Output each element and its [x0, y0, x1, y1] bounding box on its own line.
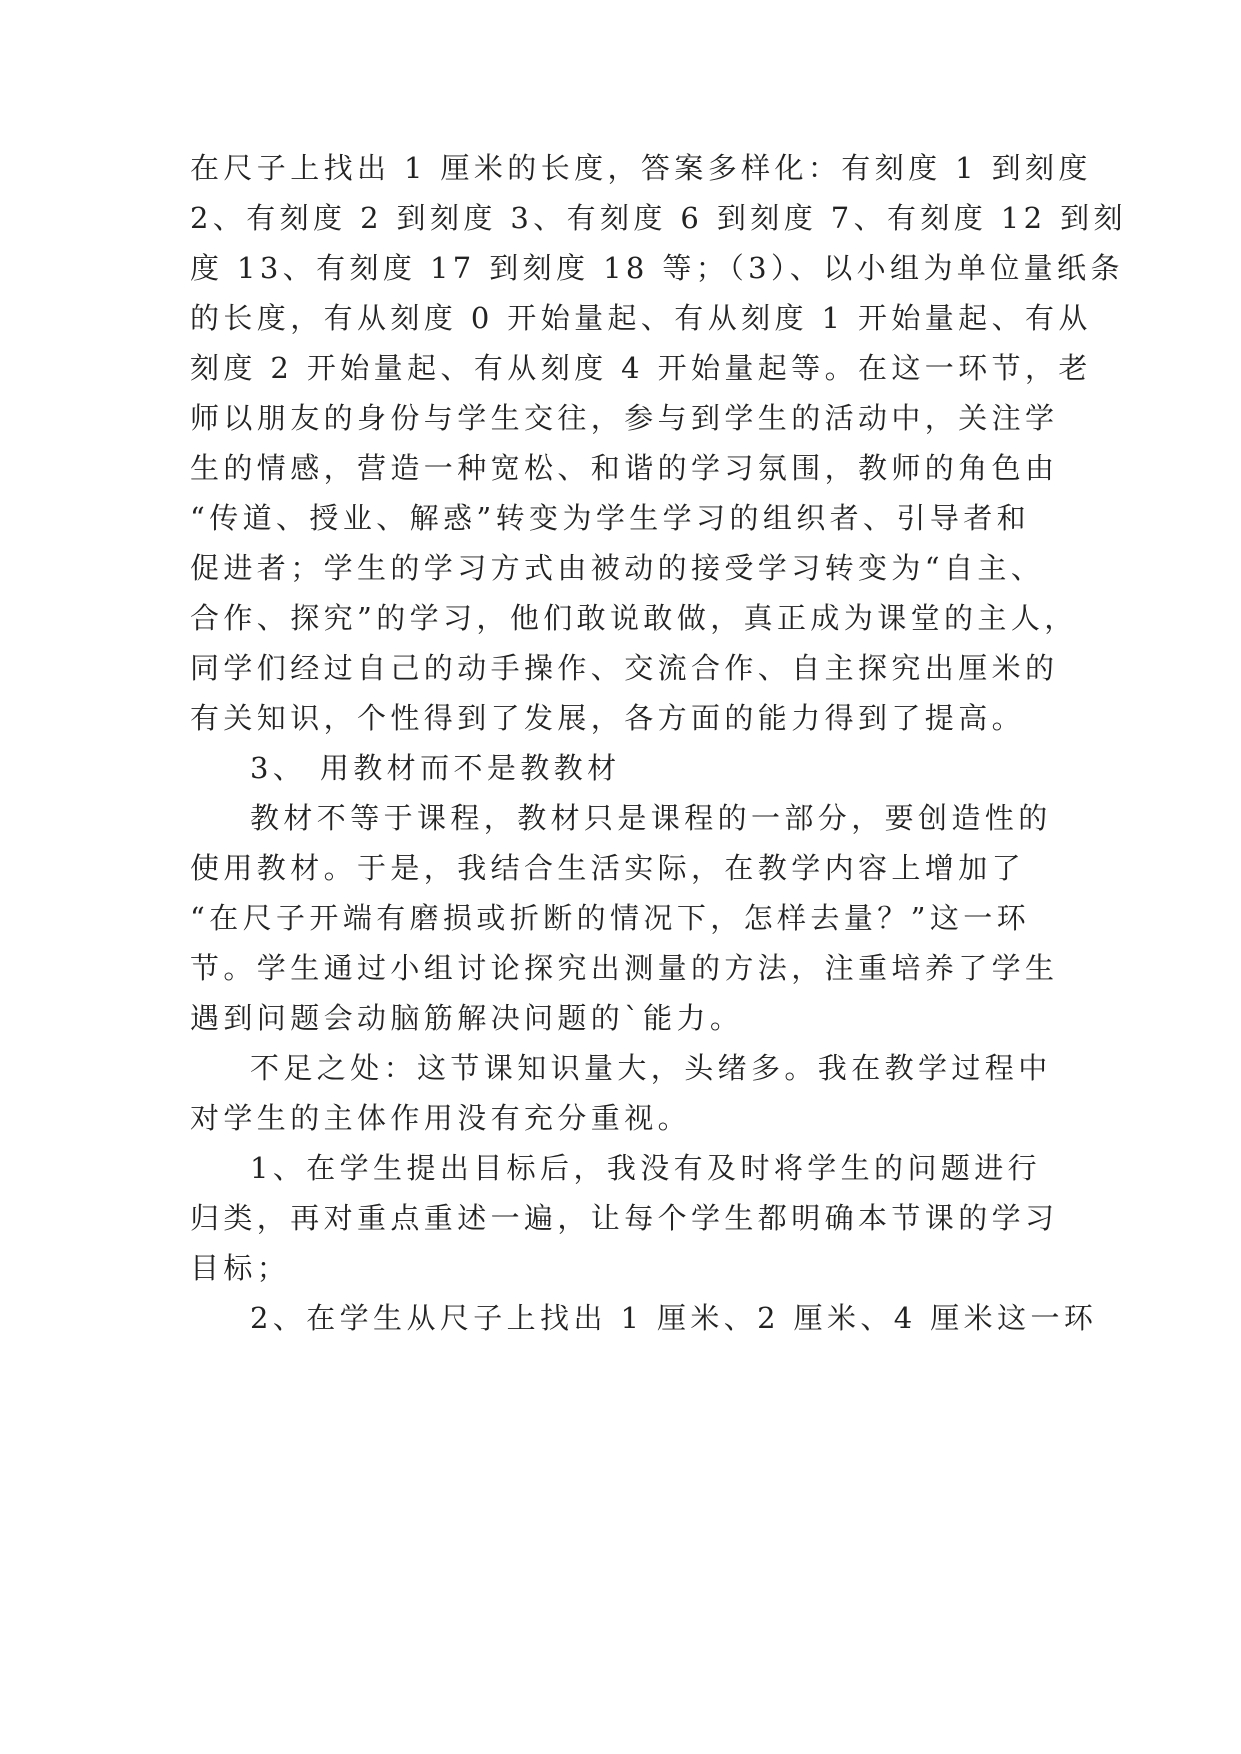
text-line-8: “传道、授业、解惑”转变为学生学习的组织者、引导者和 — [190, 501, 1031, 535]
text-line-4: 的长度，有从刻度 0 开始量起、有从刻度 1 开始量起、有从 — [190, 301, 1092, 335]
text-line-21: 1、在学生提出目标后，我没有及时将学生的问题进行 — [250, 1151, 1042, 1185]
text-line-14: 教材不等于课程，教材只是课程的一部分，要创造性的 — [250, 801, 1052, 835]
text-line-22: 归类，再对重点重述一遍，让每个学生都明确本节课的学习 — [190, 1201, 1059, 1235]
text-line-20: 对学生的主体作用没有充分重视。 — [190, 1101, 692, 1135]
text-line-1: 在尺子上找出 1 厘米的长度，答案多样化：有刻度 1 到刻度 — [190, 151, 1092, 185]
text-line-7: 生的情感，营造一种宽松、和谐的学习氛围，教师的角色由 — [190, 451, 1059, 485]
text-line-17: 节。学生通过小组讨论探究出测量的方法，注重培养了学生 — [190, 951, 1059, 985]
text-line-15: 使用教材。于是，我结合生活实际，在教学内容上增加了 — [190, 851, 1026, 885]
text-line-24: 2、在学生从尺子上找出 1 厘米、2 厘米、4 厘米这一环 — [250, 1301, 1098, 1335]
text-line-3: 度 13、有刻度 17 到刻度 18 等；（3）、以小组为单位量纸条 — [190, 251, 1124, 285]
text-line-6: 师以朋友的身份与学生交往，参与到学生的活动中，关注学 — [190, 401, 1059, 435]
text-line-18: 遇到问题会动脑筋解决问题的`能力。 — [190, 1001, 744, 1035]
text-line-12: 有关知识，个性得到了发展，各方面的能力得到了提高。 — [190, 701, 1026, 735]
text-line-10: 合作、探究”的学习，他们敢说敢做，真正成为课堂的主人， — [190, 601, 1078, 635]
text-line-16: “在尺子开端有磨损或折断的情况下，怎样去量？”这一环 — [190, 901, 1031, 935]
text-line-19: 不足之处：这节课知识量大，头绪多。我在教学过程中 — [250, 1051, 1052, 1085]
text-line-9: 促进者；学生的学习方式由被动的接受学习转变为“自主、 — [190, 551, 1045, 585]
text-line-11: 同学们经过自己的动手操作、交流合作、自主探究出厘米的 — [190, 651, 1059, 685]
section-heading: 3、 用教材而不是教教材 — [250, 751, 621, 785]
text-line-23: 目标； — [190, 1251, 291, 1285]
text-line-5: 刻度 2 开始量起、有从刻度 4 开始量起等。在这一环节，老 — [190, 351, 1092, 385]
text-line-2: 2、有刻度 2 到刻度 3、有刻度 6 到刻度 7、有刻度 12 到刻 — [190, 201, 1127, 235]
